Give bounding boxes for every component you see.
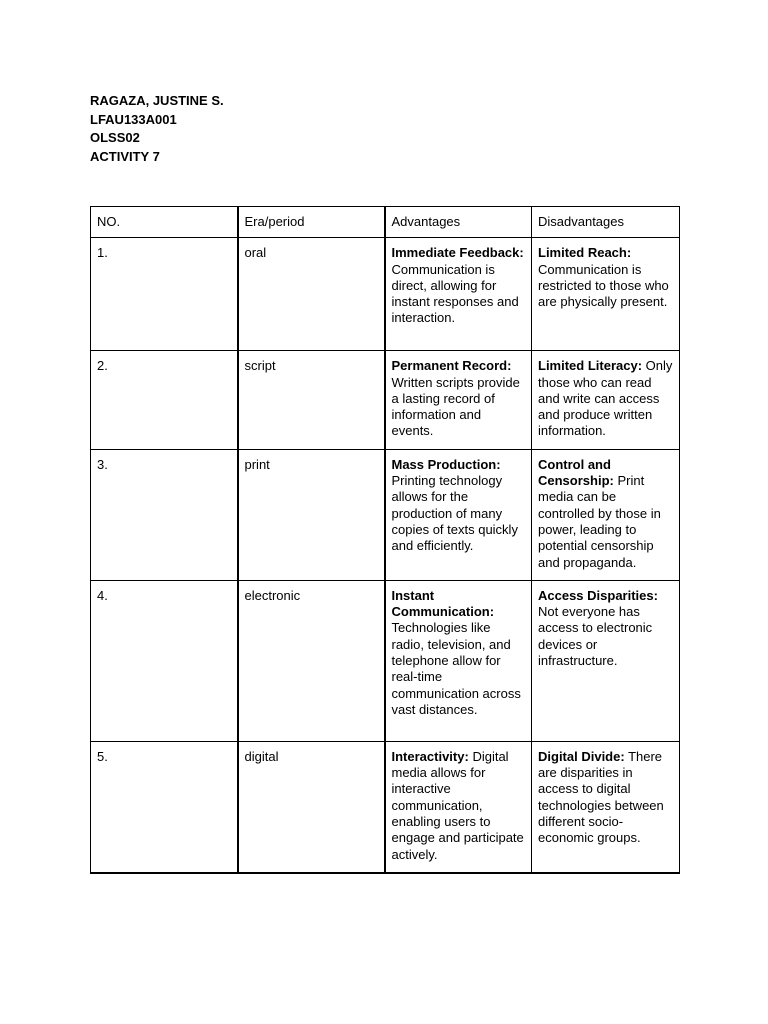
row-number: 1. bbox=[91, 238, 238, 351]
era-cell: electronic bbox=[238, 580, 385, 741]
disadvantage-text: There are disparities in access to digital technologies between different socio-economic groups. bbox=[538, 748, 664, 846]
disadvantage-cell bbox=[532, 351, 680, 449]
disadvantage-text: Not everyone has access to electronic devices or infrastructure. bbox=[538, 604, 653, 669]
disadvantage-term: Limited Literacy: bbox=[538, 358, 643, 374]
advantage-term: Interactivity: bbox=[391, 748, 469, 764]
disadvantage-cell bbox=[532, 580, 680, 741]
student-name: RAGAZA, JUSTINE S. bbox=[90, 93, 224, 108]
disadvantage-term: Control and Censorship: bbox=[538, 456, 614, 489]
table-row bbox=[91, 580, 680, 741]
disadvantage-cell bbox=[532, 449, 680, 580]
table-row bbox=[91, 238, 680, 351]
advantage-cell bbox=[385, 580, 532, 741]
advantage-term: Mass Production: bbox=[391, 456, 501, 472]
advantage-cell bbox=[385, 351, 532, 449]
disadvantage-term: Access Disparities: bbox=[538, 587, 658, 603]
advantage-cell bbox=[385, 238, 532, 351]
advantage-text: Digital media allows for interactive communication, enabling users to engage and participate actively. bbox=[391, 748, 524, 862]
era-cell: digital bbox=[238, 741, 385, 873]
column-header-advantages: Advantages bbox=[385, 207, 532, 238]
student-id: LFAU133A001 bbox=[90, 111, 177, 127]
disadvantage-text: Only those who can read and write can access and produce written information. bbox=[538, 358, 673, 439]
column-header-disadvantages: Disadvantages bbox=[532, 207, 680, 238]
disadvantage-cell bbox=[532, 741, 680, 873]
advantage-text: Written scripts provide a lasting record of information and events. bbox=[391, 374, 520, 439]
era-cell: oral bbox=[238, 238, 385, 351]
advantage-text: Communication is direct, allowing for instant responses and interaction. bbox=[391, 261, 519, 326]
advantage-text: Technologies like radio, television, and telephone allow for real-time communication across vast distances. bbox=[391, 620, 521, 717]
table-row bbox=[91, 449, 680, 580]
course-code: OLSS02 bbox=[90, 130, 140, 145]
advantage-term: Instant Communication: bbox=[391, 587, 495, 620]
advantage-term: Permanent Record: bbox=[391, 358, 512, 374]
disadvantage-text: Print media can be controlled by those in power, leading to potential censorship and propaganda. bbox=[538, 473, 661, 570]
row-number: 4. bbox=[91, 580, 238, 741]
row-number: 3. bbox=[91, 449, 238, 580]
advantage-text: Printing technology allows for the production of many copies of texts quickly and efficiently. bbox=[391, 473, 518, 554]
disadvantage-text: Communication is restricted to those who are physically present. bbox=[538, 261, 669, 310]
column-header-era: Era/period bbox=[238, 207, 385, 238]
advantage-cell bbox=[385, 741, 532, 873]
table-header-row bbox=[91, 207, 680, 238]
table-row bbox=[91, 741, 680, 873]
disadvantage-cell bbox=[532, 238, 680, 351]
disadvantage-term: Digital Divide: bbox=[538, 748, 625, 764]
activity-table bbox=[90, 206, 680, 874]
column-header-no: NO. bbox=[91, 207, 238, 238]
advantage-cell bbox=[385, 449, 532, 580]
row-number: 5. bbox=[91, 741, 238, 873]
activity-title: ACTIVITY 7 bbox=[90, 148, 160, 164]
table-row bbox=[91, 351, 680, 449]
document-header bbox=[90, 92, 224, 166]
disadvantage-term: Limited Reach: bbox=[538, 245, 632, 261]
era-cell: print bbox=[238, 449, 385, 580]
row-number: 2. bbox=[91, 351, 238, 449]
era-cell: script bbox=[238, 351, 385, 449]
advantage-term: Immediate Feedback: bbox=[391, 245, 524, 261]
